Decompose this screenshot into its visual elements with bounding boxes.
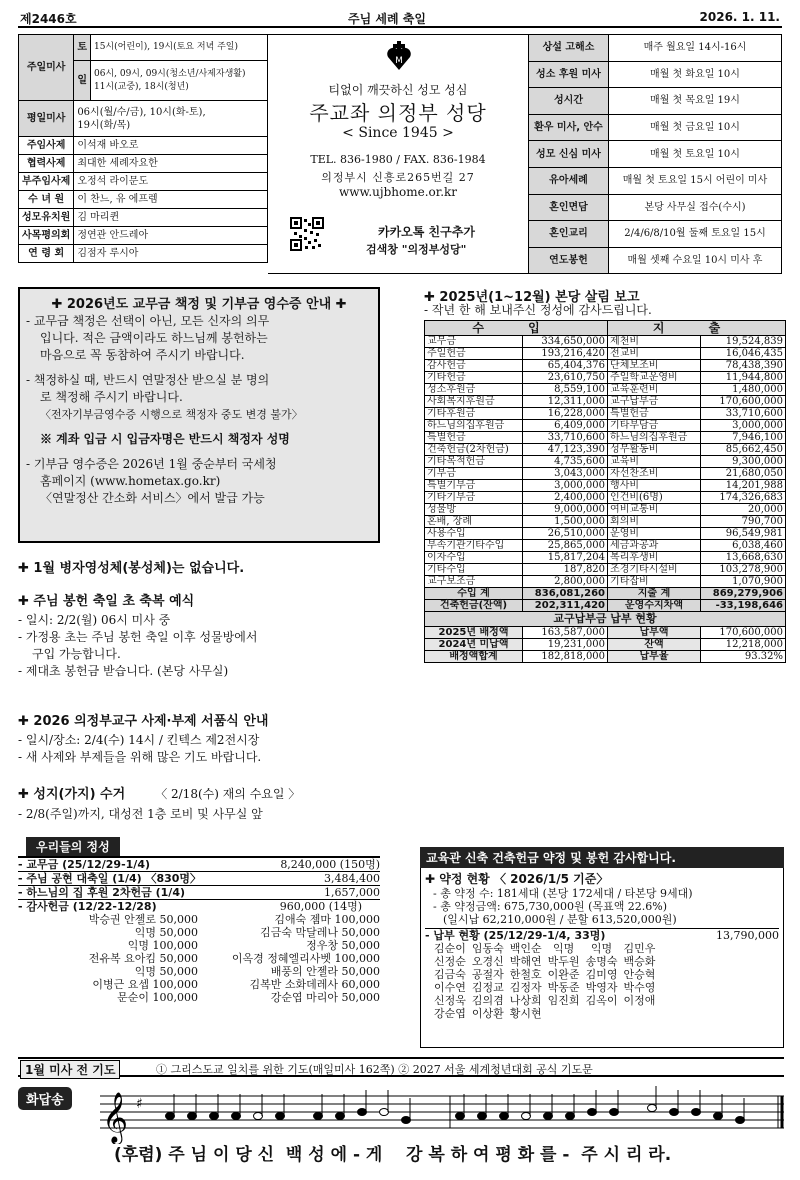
note bbox=[478, 1113, 487, 1120]
staff-value: 최대한 세례자요한 bbox=[74, 155, 268, 173]
expense-item: 교구납부금 bbox=[608, 396, 701, 408]
service-label: 상설 고해소 bbox=[529, 35, 609, 62]
candle-line: - 가정용 초는 주님 봉헌 축일 이후 성물방에서 bbox=[18, 630, 258, 644]
notice-line: - 기부금 영수증은 2026년 1월 중순부터 국세청 bbox=[26, 457, 277, 471]
service-label: 성모 신심 미사 bbox=[529, 141, 609, 168]
candle-line: 구입 가능합니다. bbox=[32, 647, 121, 661]
offering-label: - 주님 공현 대축일 (1/4) 〈830명〉 bbox=[18, 872, 202, 885]
psalm-lyric: (후렴) 주 님 이 당 신 백 성 에 - 게 강 복 하 여 평 화 를 - 주 시 리 라. bbox=[114, 1145, 672, 1165]
offering-section bbox=[18, 836, 380, 1004]
palm-line: - 2/8(주일)까지, 대성전 1층 로비 및 사무실 앞 bbox=[18, 807, 263, 821]
staff-label: 성모유치원 bbox=[19, 209, 74, 227]
tax-amount: 12,218,000 bbox=[700, 639, 785, 651]
income-amount: 4,735,600 bbox=[523, 456, 608, 468]
income-amount: 334,650,000 bbox=[523, 336, 608, 348]
treble-clef-icon: 𝄞 bbox=[102, 1092, 129, 1143]
expense-amount: 11,944,800 bbox=[700, 372, 785, 384]
sunday-label: 일 bbox=[74, 61, 91, 101]
tax-label: 2024년 미납액 bbox=[425, 639, 523, 651]
parish-services-table bbox=[528, 34, 782, 274]
donor-name: 나상희 bbox=[509, 994, 542, 1007]
notice-line: 〈연말정산 간소화 서비스〉에서 발급 가능 bbox=[40, 491, 265, 505]
staff-label: 부주임사제 bbox=[19, 173, 74, 191]
staff-value: 이석재 바오로 bbox=[74, 137, 268, 155]
since: < Since 1945 > bbox=[342, 125, 454, 141]
expense-item: 주일학교운영비 bbox=[608, 372, 701, 384]
service-value: 매월 첫 토요일 15시 어린이 미사 bbox=[609, 167, 782, 194]
expense-amount: 19,524,839 bbox=[700, 336, 785, 348]
summary-label: 지출 계 bbox=[608, 588, 701, 600]
note bbox=[336, 1113, 345, 1120]
donor-name: 신정순 bbox=[434, 955, 466, 968]
donor-entry: 정우창 50,000 bbox=[306, 939, 380, 952]
donor-name: 백승화 bbox=[623, 955, 656, 968]
income-amount: 2,800,000 bbox=[523, 576, 608, 588]
tax-amount: 170,600,000 bbox=[700, 627, 785, 639]
music-staff bbox=[100, 1084, 790, 1144]
service-value: 2/4/6/8/10월 둘째 토요일 15시 bbox=[609, 221, 782, 248]
note bbox=[210, 1113, 219, 1120]
income-amount: 9,000,000 bbox=[523, 504, 608, 516]
tax-label: 잔액 bbox=[608, 639, 701, 651]
summary-amount: -33,198,646 bbox=[700, 600, 785, 612]
donor-name: 김민우 bbox=[623, 942, 656, 955]
expense-amount: 170,600,000 bbox=[700, 396, 785, 408]
building-line: - 총 약정 수: 181세대 (본당 172세대 / 타본당 9세대) bbox=[433, 887, 693, 900]
expense-amount: 33,710,600 bbox=[700, 408, 785, 420]
service-label: 연도봉헌 bbox=[529, 247, 609, 274]
staff-value: 김점자 루시아 bbox=[74, 245, 268, 263]
donor-name: 김순이 bbox=[434, 942, 466, 955]
donor-name: 이상환 bbox=[471, 1007, 504, 1020]
note bbox=[358, 1109, 367, 1116]
summary-label: 운영수지차액 bbox=[608, 600, 701, 612]
income-amount: 25,865,000 bbox=[523, 540, 608, 552]
income-item: 건축헌금(2차헌금) bbox=[425, 444, 523, 456]
note bbox=[610, 1109, 619, 1116]
section-candle-blessing bbox=[18, 590, 257, 680]
income-item: 기타수입 bbox=[425, 564, 523, 576]
notice-line: 〈전자기부금영수증 시행으로 책정자 중도 변경 불가〉 bbox=[40, 408, 303, 421]
income-amount: 3,000,000 bbox=[523, 480, 608, 492]
donor-name: 공절자 bbox=[471, 968, 504, 981]
expense-item: 행사비 bbox=[608, 480, 701, 492]
income-item: 기부금 bbox=[425, 468, 523, 480]
income-amount: 187,820 bbox=[523, 564, 608, 576]
expense-amount: 1,070,900 bbox=[700, 576, 785, 588]
donor-entry: 박승권 안젤로 50,000 bbox=[88, 913, 198, 926]
note bbox=[232, 1113, 241, 1120]
income-item: 교구보조금 bbox=[425, 576, 523, 588]
service-label: 성소 후원 미사 bbox=[529, 61, 609, 88]
expense-item: 성무활동비 bbox=[608, 444, 701, 456]
expense-item: 회의비 bbox=[608, 516, 701, 528]
donor-name: 신정욱 bbox=[434, 994, 466, 1007]
staff-value: 오정석 라이문도 bbox=[74, 173, 268, 191]
income-amount: 1,500,000 bbox=[523, 516, 608, 528]
note bbox=[588, 1109, 597, 1116]
note bbox=[380, 1109, 389, 1116]
donor-entry: 강순엽 마리아 50,000 bbox=[270, 991, 380, 1004]
candle-line: - 일시: 2/2(월) 06시 미사 중 bbox=[18, 613, 171, 627]
tax-label: 배정액합계 bbox=[425, 651, 523, 663]
income-item: 성물방 bbox=[425, 504, 523, 516]
note bbox=[566, 1113, 575, 1120]
staff-value: 이 찬느, 유 에프렘 bbox=[74, 191, 268, 209]
expense-amount: 96,549,981 bbox=[700, 528, 785, 540]
donor-name: 김옥이 bbox=[585, 994, 618, 1007]
service-value: 본당 사무실 접수(수시) bbox=[609, 194, 782, 221]
expense-item: 조경기타시설비 bbox=[608, 564, 701, 576]
income-amount: 23,610,750 bbox=[523, 372, 608, 384]
notice-line: 홈페이지 (www.hometax.go.kr) bbox=[40, 474, 221, 488]
donor-name: 김미영 bbox=[585, 968, 618, 981]
palm-title: ✚ 성지(가지) 수거 bbox=[18, 787, 126, 802]
note bbox=[500, 1113, 509, 1120]
donor-name: 황시현 bbox=[509, 1007, 542, 1020]
finance-table bbox=[424, 320, 786, 663]
donor-entry: 배풍의 안젤라 50,000 bbox=[270, 965, 380, 978]
staff-label: 협력사제 bbox=[19, 155, 74, 173]
donor-entry: 익명 50,000 bbox=[134, 926, 198, 939]
donor-name: 박수영 bbox=[623, 981, 656, 994]
notice-line: - 책정하실 때, 반드시 연말정산 받으실 분 명의 bbox=[26, 373, 270, 387]
donor-entry: 이병근 요셉 100,000 bbox=[92, 978, 198, 991]
expense-amount: 3,000,000 bbox=[700, 420, 785, 432]
offering-amount: 3,484,400 bbox=[324, 872, 380, 885]
notice-line: ※ 계좌 입금 시 입금자명은 반드시 책정자 성명 bbox=[40, 432, 290, 446]
saturday-times: 15시(어린이), 19시(토요 저녁 주일) bbox=[90, 35, 267, 61]
expense-item: 단체보조비 bbox=[608, 360, 701, 372]
donor-name: 김정교 bbox=[471, 981, 504, 994]
donor-name: 이완준 bbox=[547, 968, 580, 981]
expense-item: 자선찬조비 bbox=[608, 468, 701, 480]
building-title: 교육관 신축 건축헌금 약정 및 봉헌 감사합니다. bbox=[420, 847, 784, 868]
service-value: 매월 첫 화요일 10시 bbox=[609, 61, 782, 88]
expense-amount: 78,438,390 bbox=[700, 360, 785, 372]
tax-amount: 163,587,000 bbox=[523, 627, 608, 639]
sharp-icon: ♯ bbox=[136, 1096, 143, 1112]
offering-label: - 하느님의 집 후원 2차헌금 (1/4) bbox=[18, 886, 186, 899]
church-info-center bbox=[268, 34, 528, 274]
section-palm-collection bbox=[18, 783, 300, 823]
website[interactable]: www.ujbhome.or.kr bbox=[338, 185, 458, 199]
payment-status-amount: 13,790,000 bbox=[716, 929, 779, 942]
income-item: 교무금 bbox=[425, 336, 523, 348]
offering-amount: 960,000 (14명) bbox=[279, 900, 362, 913]
expense-amount: 9,300,000 bbox=[700, 456, 785, 468]
donor-name: 이수연 bbox=[434, 981, 466, 994]
sunday-mass-label: 주일미사 bbox=[19, 35, 74, 101]
donor-name bbox=[583, 1007, 621, 1020]
expense-amount: 21,680,050 bbox=[700, 468, 785, 480]
income-amount: 6,409,000 bbox=[523, 420, 608, 432]
mass-schedule-table bbox=[18, 34, 268, 263]
palm-subtitle: 〈 2/18(수) 재의 수요일 〉 bbox=[155, 787, 301, 801]
expense-item: 운영비 bbox=[608, 528, 701, 540]
address: 의정부시 신흥로265번길 27 bbox=[321, 171, 475, 184]
note bbox=[456, 1113, 465, 1120]
notice-line: 입니다. 적은 금액이라도 하느님께 봉헌하는 bbox=[40, 331, 268, 345]
expense-item: 여비교통비 bbox=[608, 504, 701, 516]
donor-name: 이정애 bbox=[623, 994, 656, 1007]
income-item: 사회복지후원금 bbox=[425, 396, 523, 408]
tax-label: 납부액 bbox=[608, 627, 701, 639]
staff-value: 정연관 안드레아 bbox=[74, 227, 268, 245]
donor-entry: 익명 50,000 bbox=[134, 965, 198, 978]
notice-line: 마음으로 꼭 동참하여 주시기 바랍니다. bbox=[40, 348, 245, 362]
note bbox=[254, 1113, 263, 1120]
income-item: 기타헌금 bbox=[425, 372, 523, 384]
income-amount: 26,510,000 bbox=[523, 528, 608, 540]
expense-item: 전교비 bbox=[608, 348, 701, 360]
summary-label: 건축헌금(잔액) bbox=[425, 600, 523, 612]
summary-amount: 836,081,260 bbox=[523, 588, 608, 600]
donor-entry: 익명 100,000 bbox=[127, 939, 198, 952]
income-item: 감사헌금 bbox=[425, 360, 523, 372]
service-label: 혼인교리 bbox=[529, 221, 609, 248]
prayer-text: ① 그리스도교 일치를 위한 기도(매일미사 162쪽) ② 2027 서울 세계청년대회 공식 기도문 bbox=[156, 1063, 593, 1076]
ordination-line: - 일시/장소: 2/4(수) 14시 / 킨텍스 제2전시장 bbox=[18, 733, 260, 747]
candle-line: - 제대초 봉헌금 받습니다. (본당 사무실) bbox=[18, 664, 229, 678]
expense-amount: 6,038,460 bbox=[700, 540, 785, 552]
donor-name: 김의겸 bbox=[471, 994, 504, 1007]
income-item: 하느님의집후원금 bbox=[425, 420, 523, 432]
expense-header: 지 출 bbox=[608, 321, 786, 336]
tax-amount: 182,818,000 bbox=[523, 651, 608, 663]
note bbox=[736, 1117, 745, 1124]
tax-label: 2025년 배정액 bbox=[425, 627, 523, 639]
income-amount: 193,216,420 bbox=[523, 348, 608, 360]
income-item: 성소후원금 bbox=[425, 384, 523, 396]
building-fund-section bbox=[420, 847, 784, 1047]
staff-label: 사목평의회 bbox=[19, 227, 74, 245]
expense-amount: 14,201,988 bbox=[700, 480, 785, 492]
report-title: ✚ 2025년(1~12월) 본당 살림 보고 bbox=[424, 290, 640, 305]
note bbox=[166, 1113, 175, 1120]
donor-name: 박해연 bbox=[509, 955, 542, 968]
expense-item: 제천비 bbox=[608, 336, 701, 348]
note bbox=[670, 1109, 679, 1116]
income-item: 특별헌금 bbox=[425, 432, 523, 444]
donor-name: 송명숙 bbox=[585, 955, 618, 968]
service-label: 유아세례 bbox=[529, 167, 609, 194]
note bbox=[314, 1113, 323, 1120]
ordination-line: - 새 사제와 부제들을 위해 많은 기도 바랍니다. bbox=[18, 750, 262, 764]
donor-name: 익명 bbox=[552, 942, 575, 955]
expense-item: 특별헌금 bbox=[608, 408, 701, 420]
sacred-heart-logo-icon bbox=[386, 41, 412, 71]
weekday-times-2: 19시(화/목) bbox=[77, 119, 131, 131]
summary-amount: 869,279,906 bbox=[700, 588, 785, 600]
kakao-search: 검색창 "의정부성당" bbox=[366, 243, 467, 256]
offering-amount: 8,240,000 (150명) bbox=[280, 858, 380, 871]
income-amount: 2,400,000 bbox=[523, 492, 608, 504]
donor-entry: 김애숙 젬마 100,000 bbox=[274, 913, 380, 926]
notice-title: ✚ 2026년도 교무금 책정 및 기부금 영수증 안내 ✚ bbox=[51, 297, 347, 312]
donor-name: 강순엽 bbox=[434, 1007, 466, 1020]
note bbox=[714, 1113, 723, 1120]
service-value: 매주 월요일 14시-16시 bbox=[609, 35, 782, 62]
page-title: 주님 세례 축일 bbox=[348, 12, 426, 26]
expense-item: 복리후생비 bbox=[608, 552, 701, 564]
note bbox=[188, 1113, 197, 1120]
expense-amount: 20,000 bbox=[700, 504, 785, 516]
expense-item: 기타잡비 bbox=[608, 576, 701, 588]
building-line: ✚ 약정 현황 〈 2026/1/5 기준〉 bbox=[425, 872, 609, 886]
service-value: 매월 셋째 수요일 10시 미사 후 bbox=[609, 247, 782, 274]
donor-name bbox=[545, 1007, 583, 1020]
psalm-label: 화답송 bbox=[18, 1087, 72, 1110]
staff-label: 연 령 회 bbox=[19, 245, 74, 263]
note bbox=[544, 1113, 553, 1120]
donor-entry: 이옥경 정혜엘리사벳 100,000 bbox=[231, 952, 380, 965]
income-item: 사용수입 bbox=[425, 528, 523, 540]
income-amount: 47,123,390 bbox=[523, 444, 608, 456]
service-value: 매월 첫 토요일 10시 bbox=[609, 141, 782, 168]
diocese-tax-title: 교구납부금 납부 현황 bbox=[425, 612, 786, 627]
weekday-times-1: 06시(월/수/금), 10시(화-토), bbox=[77, 106, 206, 118]
donor-name: 임진희 bbox=[547, 994, 580, 1007]
staff-label: 수 녀 원 bbox=[19, 191, 74, 209]
donation-notice-box bbox=[18, 287, 380, 543]
note bbox=[522, 1113, 531, 1120]
income-amount: 3,043,000 bbox=[523, 468, 608, 480]
income-amount: 8,559,100 bbox=[523, 384, 608, 396]
service-value: 매월 첫 금요일 10시 bbox=[609, 114, 782, 141]
weekday-mass-label: 평일미사 bbox=[19, 101, 74, 137]
payment-status-label: - 납부 현황 (25/12/29-1/4, 33명) bbox=[425, 929, 606, 942]
donor-entry: 전유복 요아킴 50,000 bbox=[88, 952, 198, 965]
donor-name: 안승혁 bbox=[623, 968, 656, 981]
ordination-title: ✚ 2026 의정부교구 사제·부제 서품식 안내 bbox=[18, 714, 269, 729]
building-line: - 총 약정금액: 675,730,000원 (목표액 22.6%) bbox=[433, 900, 668, 913]
income-header: 수 입 bbox=[425, 321, 608, 336]
tax-amount: 19,231,000 bbox=[523, 639, 608, 651]
expense-amount: 1,480,000 bbox=[700, 384, 785, 396]
note bbox=[276, 1113, 285, 1120]
expense-item: 교육비 bbox=[608, 456, 701, 468]
donor-name: 익명 bbox=[590, 942, 613, 955]
expense-amount: 13,668,630 bbox=[700, 552, 785, 564]
offering-amount: 1,657,000 bbox=[324, 886, 380, 899]
prayer-label: 1월 미사 전 기도 bbox=[20, 1060, 120, 1079]
service-label: 환우 미사, 안수 bbox=[529, 114, 609, 141]
donor-name: 백인순 bbox=[509, 942, 542, 955]
issue-number: 제2446호 bbox=[20, 12, 77, 26]
income-item: 기타목적헌금 bbox=[425, 456, 523, 468]
donor-name: 박동준 bbox=[547, 981, 580, 994]
donor-name: 한철호 bbox=[509, 968, 542, 981]
logo-letter: M bbox=[395, 56, 403, 66]
qr-code-icon[interactable] bbox=[290, 217, 324, 251]
page-header bbox=[18, 8, 782, 28]
income-item: 부속기관기타수입 bbox=[425, 540, 523, 552]
service-value: 매월 첫 목요일 19시 bbox=[609, 88, 782, 115]
saturday-label: 토 bbox=[74, 35, 91, 61]
tel-fax: TEL. 836-1980 / FAX. 836-1984 bbox=[310, 153, 486, 166]
income-amount: 33,710,600 bbox=[523, 432, 608, 444]
income-amount: 15,817,204 bbox=[523, 552, 608, 564]
offering-label: - 감사헌금 (12/22-12/28) bbox=[18, 900, 157, 913]
note bbox=[402, 1117, 411, 1124]
income-item: 주일헌금 bbox=[425, 348, 523, 360]
candle-title: ✚ 주님 봉헌 축일 초 축복 예식 bbox=[18, 594, 195, 609]
donor-name: 박두원 bbox=[547, 955, 580, 968]
offering-title: 우리들의 정성 bbox=[26, 837, 120, 856]
expense-amount: 103,278,900 bbox=[700, 564, 785, 576]
prayer-bar bbox=[18, 1057, 784, 1077]
expense-amount: 790,700 bbox=[700, 516, 785, 528]
donor-entry: 김복반 소화데레사 60,000 bbox=[249, 978, 380, 991]
income-item: 기타기부금 bbox=[425, 492, 523, 504]
expense-item: 인건비(6명) bbox=[608, 492, 701, 504]
note bbox=[692, 1109, 701, 1116]
income-amount: 16,228,000 bbox=[523, 408, 608, 420]
note bbox=[648, 1105, 657, 1112]
donor-name: 임동숙 bbox=[471, 942, 504, 955]
sunday-times-1: 06시, 09시, 09시(청소년/사제자생활) bbox=[93, 68, 246, 79]
service-label: 혼인면담 bbox=[529, 194, 609, 221]
donor-entry: 문순이 100,000 bbox=[117, 991, 198, 1004]
expense-item: 세금과공과 bbox=[608, 540, 701, 552]
notice-line: - 교무금 책정은 선택이 아닌, 모든 신자의 의무 bbox=[26, 314, 270, 328]
offering-label: - 교무금 (25/12/29-1/4) bbox=[18, 858, 151, 871]
donor-name: 김정자 bbox=[509, 981, 542, 994]
church-name: 주교좌 의정부 성당 bbox=[309, 101, 487, 125]
income-amount: 65,404,376 bbox=[523, 360, 608, 372]
summary-label: 수입 계 bbox=[425, 588, 523, 600]
income-item: 혼배, 장례 bbox=[425, 516, 523, 528]
service-label: 성시간 bbox=[529, 88, 609, 115]
staff-label: 주임사제 bbox=[19, 137, 74, 155]
sunday-times-2: 11시(교중), 18시(청년) bbox=[93, 81, 189, 92]
donor-names-grid bbox=[431, 942, 658, 1020]
income-item: 이자수입 bbox=[425, 552, 523, 564]
donor-name: 김금숙 bbox=[434, 968, 466, 981]
donor-name: 박영자 bbox=[585, 981, 618, 994]
income-amount: 12,311,000 bbox=[523, 396, 608, 408]
tax-amount: 93.32% bbox=[700, 651, 785, 663]
summary-amount: 202,311,420 bbox=[523, 600, 608, 612]
section-sick-communion: ✚ 1월 병자영성체(봉성체)는 없습니다. bbox=[18, 561, 245, 576]
tax-label: 납부율 bbox=[608, 651, 701, 663]
donor-name bbox=[620, 1007, 658, 1020]
building-line: (일시납 62,210,000원 / 분할 613,520,000원) bbox=[443, 913, 677, 926]
donor-name: 오경신 bbox=[471, 955, 504, 968]
expense-item: 하느님의집후원금 bbox=[608, 432, 701, 444]
expense-amount: 85,662,450 bbox=[700, 444, 785, 456]
income-item: 기타후원금 bbox=[425, 408, 523, 420]
issue-date: 2026. 1. 11. bbox=[699, 10, 780, 24]
income-item: 특별기부금 bbox=[425, 480, 523, 492]
expense-item: 기타부담금 bbox=[608, 420, 701, 432]
expense-amount: 16,046,435 bbox=[700, 348, 785, 360]
expense-amount: 174,326,683 bbox=[700, 492, 785, 504]
expense-amount: 7,946,100 bbox=[700, 432, 785, 444]
notice-line: 로 책정해 주시기 바랍니다. bbox=[40, 390, 183, 404]
kakao-add: 카카오톡 친구추가 bbox=[378, 225, 475, 239]
donor-entry: 김금숙 막달레나 50,000 bbox=[260, 926, 380, 939]
expense-item: 교육훈련비 bbox=[608, 384, 701, 396]
motto: 티없이 깨끗하신 성모 성심 bbox=[328, 83, 468, 97]
section-ordination bbox=[18, 710, 268, 766]
staff-value: 김 마리퀸 bbox=[74, 209, 268, 227]
report-subtitle: - 작년 한 해 보내주신 정성에 감사드립니다. bbox=[424, 303, 652, 317]
